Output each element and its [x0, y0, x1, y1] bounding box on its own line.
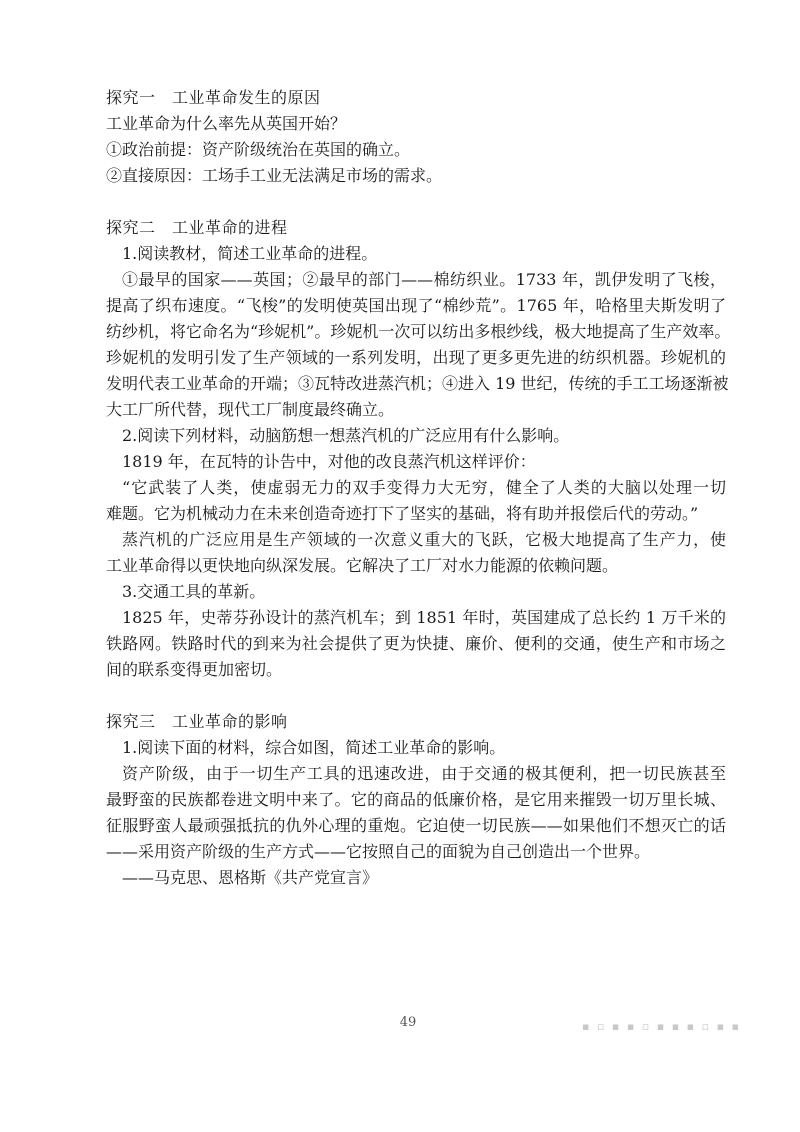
page-number: 49: [399, 1015, 417, 1026]
section2-question-3: 3.交通工具的革新。: [122, 582, 266, 601]
section3-heading: 探究三 工业革命的影响: [106, 712, 288, 731]
section3-quote-line: 征服野蛮人最顽强抵抗的仇外心理的重炮。它迫使一切民族——如果他们不想灭亡的话: [106, 816, 726, 835]
section3-quote-source: ——马克思、恩格斯《共产党宣言》: [122, 868, 379, 887]
section2-answer-2-line: 蒸汽机的广泛应用是生产领域的一次意义重大的飞跃，它极大地提高了生产力，使: [122, 530, 726, 549]
section2-answer-2-line: 工业革命得以更快地向纵深发展。它解决了工厂对水力能源的依赖问题。: [106, 556, 619, 575]
section1-heading: 探究一 工业革命发生的原因: [106, 88, 321, 107]
section2-quote-intro: 1819 年，在瓦特的讣告中，对他的改良蒸汽机这样评价：: [122, 452, 536, 471]
faded-watermark: ▪ ▫ ▪ ▪ ▫ ▪ ▪ ▪ ▫ ▪ ▪: [582, 1020, 741, 1030]
section2-answer-1-line: ①最早的国家——英国；②最早的部门——棉纺织业。1733 年，凯伊发明了飞梭，: [122, 270, 726, 289]
section2-answer-1-line: 纺纱机，将它命名为“珍妮机”。珍妮机一次可以纺出多根纱线，极大地提高了生产效率。: [106, 322, 731, 341]
section3-quote-line: ——采用资产阶级的生产方式——它按照自己的面貌为自己创造出一个世界。: [106, 842, 651, 861]
section2-answer-1-line: 提高了织布速度。“飞梭”的发明使英国出现了“棉纱荒”。1765 年，哈格里夫斯发明了: [106, 296, 726, 315]
section2-quote-line: 难题。它为机械动力在未来创造奇迹打下了坚实的基础，将有助并报偿后代的劳动。”: [106, 504, 699, 523]
section3-quote-line: 最野蛮的民族都卷进文明中来了。它的商品的低廉价格，是它用来摧毁一切万里长城、: [106, 790, 726, 809]
section2-question-1: 1.阅读教材，简述工业革命的进程。: [122, 244, 378, 263]
section3-quote-line: 资产阶级，由于一切生产工具的迅速改进，由于交通的极其便利，把一切民族甚至: [122, 764, 726, 783]
section2-answer-3-line: 间的联系变得更加密切。: [106, 660, 283, 679]
section2-answer-1-line: 大工厂所代替，现代工厂制度最终确立。: [106, 400, 395, 419]
section2-answer-3-line: 铁路网。铁路时代的到来为社会提供了更为快捷、廉价、便利的交通，使生产和市场之: [106, 634, 726, 653]
section2-heading: 探究二 工业革命的进程: [106, 218, 288, 237]
section2-answer-1-line: 发明代表工业革命的开端；③瓦特改进蒸汽机；④进入 19 世纪，传统的手工工场逐渐被: [106, 374, 729, 393]
section1-point-2: ②直接原因：工场手工业无法满足市场的需求。: [106, 166, 443, 185]
section3-question-1: 1.阅读下面的材料，综合如图，简述工业革命的影响。: [122, 738, 506, 757]
section2-question-2: 2.阅读下列材料，动脑筋想一想蒸汽机的广泛应用有什么影响。: [122, 426, 570, 445]
section2-quote-line: “它武装了人类，使虚弱无力的双手变得力大无穷，健全了人类的大脑以处理一切: [122, 478, 726, 497]
section2-answer-3-line: 1825 年，史蒂芬孙设计的蒸汽机车；到 1851 年时，英国建成了总长约 1 万千米的: [122, 608, 726, 627]
section2-answer-1-line: 珍妮机的发明引发了生产领域的一系列发明，出现了更多更先进的纺织机器。珍妮机的: [106, 348, 726, 367]
section1-point-1: ①政治前提：资产阶级统治在英国的确立。: [106, 140, 411, 159]
section1-question: 工业革命为什么率先从英国开始？: [106, 114, 347, 133]
